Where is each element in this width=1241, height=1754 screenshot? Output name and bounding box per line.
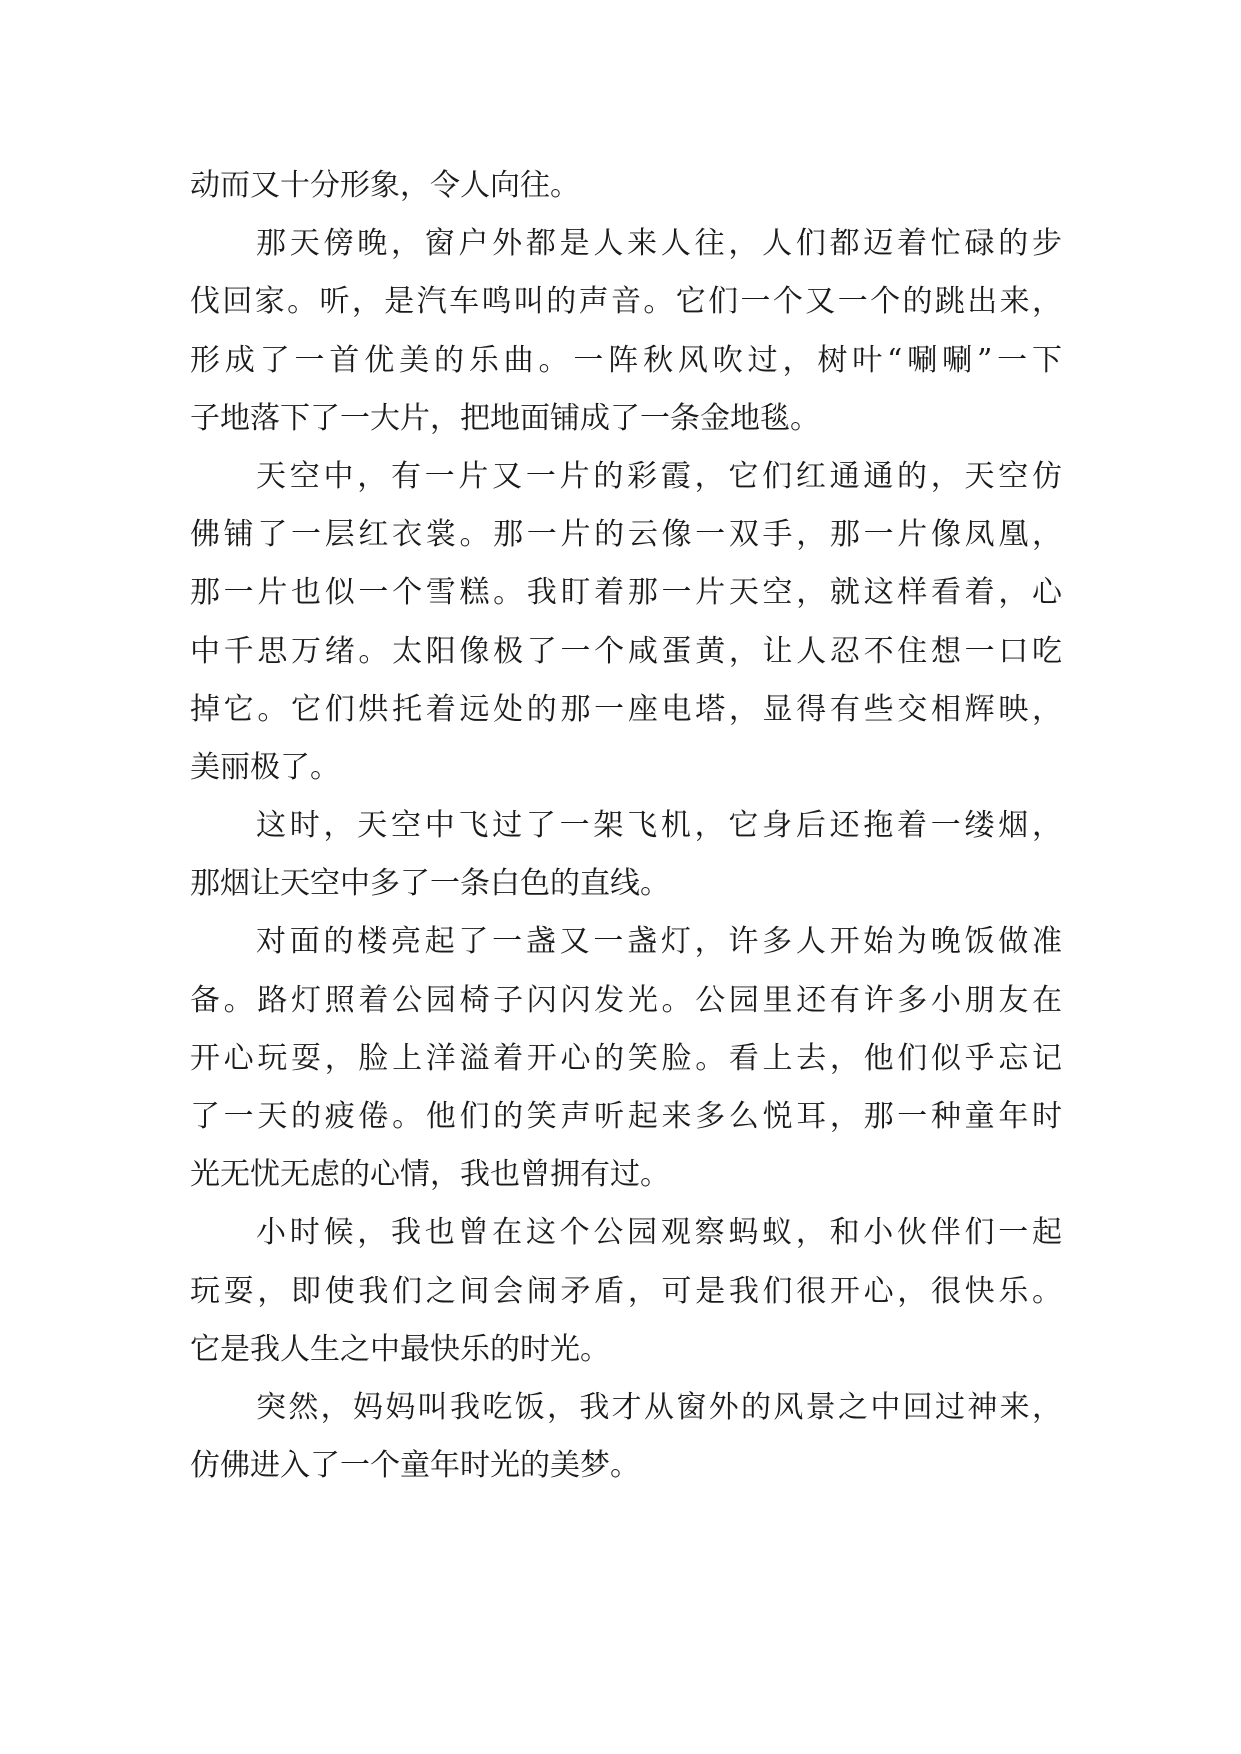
text-line: 光无忧无虑的心情，我也曾拥有过。 xyxy=(190,1157,670,1193)
text-line: 那烟让天空中多了一条白色的直线。 xyxy=(190,866,670,902)
text-line: 动而又十分形象，令人向往。 xyxy=(190,168,580,203)
document-body xyxy=(190,157,1062,1495)
paragraph-first-line: 那天傍晚，窗户外都是人来人往，人们都迈着忙碌的步 xyxy=(256,226,1062,262)
text-line: 中千思万绪。太阳像极了一个咸蛋黄，让人忍不住想一口吃 xyxy=(190,633,1062,669)
text-line: 备。路灯照着公园椅子闪闪发光。公园里还有许多小朋友在 xyxy=(190,982,1062,1018)
text-line: 佛铺了一层红衣裳。那一片的云像一双手，那一片像凤凰， xyxy=(190,517,1062,553)
text-line: 开心玩耍，脸上洋溢着开心的笑脸。看上去，他们似乎忘记 xyxy=(190,1040,1062,1076)
paragraph-first-line: 小时候，我也曾在这个公园观察蚂蚁，和小伙伴们一起 xyxy=(256,1215,1062,1251)
text-line: 伐回家。听，是汽车鸣叫的声音。它们一个又一个的跳出来， xyxy=(190,284,1062,320)
text-line: 掉它。它们烘托着远处的那一座电塔，显得有些交相辉映， xyxy=(190,691,1062,727)
text-line: 美丽极了。 xyxy=(190,749,340,785)
text-line: 仿佛进入了一个童年时光的美梦。 xyxy=(190,1448,640,1484)
text-line: 形成了一首优美的乐曲。一阵秋风吹过，树叶“唰唰”一下 xyxy=(190,342,1062,378)
text-line: 玩耍，即使我们之间会闹矛盾，可是我们很开心，很快乐。 xyxy=(190,1273,1062,1309)
text-line: 了一天的疲倦。他们的笑声听起来多么悦耳，那一种童年时 xyxy=(190,1099,1062,1134)
text-line: 它是我人生之中最快乐的时光。 xyxy=(190,1331,610,1367)
text-line: 子地落下了一大片，把地面铺成了一条金地毯。 xyxy=(190,400,820,436)
paragraph-first-line: 突然，妈妈叫我吃饭，我才从窗外的风景之中回过神来， xyxy=(256,1389,1062,1425)
paragraph-first-line: 天空中，有一片又一片的彩霞，它们红通通的，天空仿 xyxy=(256,458,1062,494)
paragraph-first-line: 对面的楼亮起了一盏又一盏灯，许多人开始为晚饭做准 xyxy=(256,924,1062,960)
paragraph-first-line: 这时，天空中飞过了一架飞机，它身后还拖着一缕烟， xyxy=(256,808,1062,844)
text-line: 那一片也似一个雪糕。我盯着那一片天空，就这样看着，心 xyxy=(190,575,1062,611)
